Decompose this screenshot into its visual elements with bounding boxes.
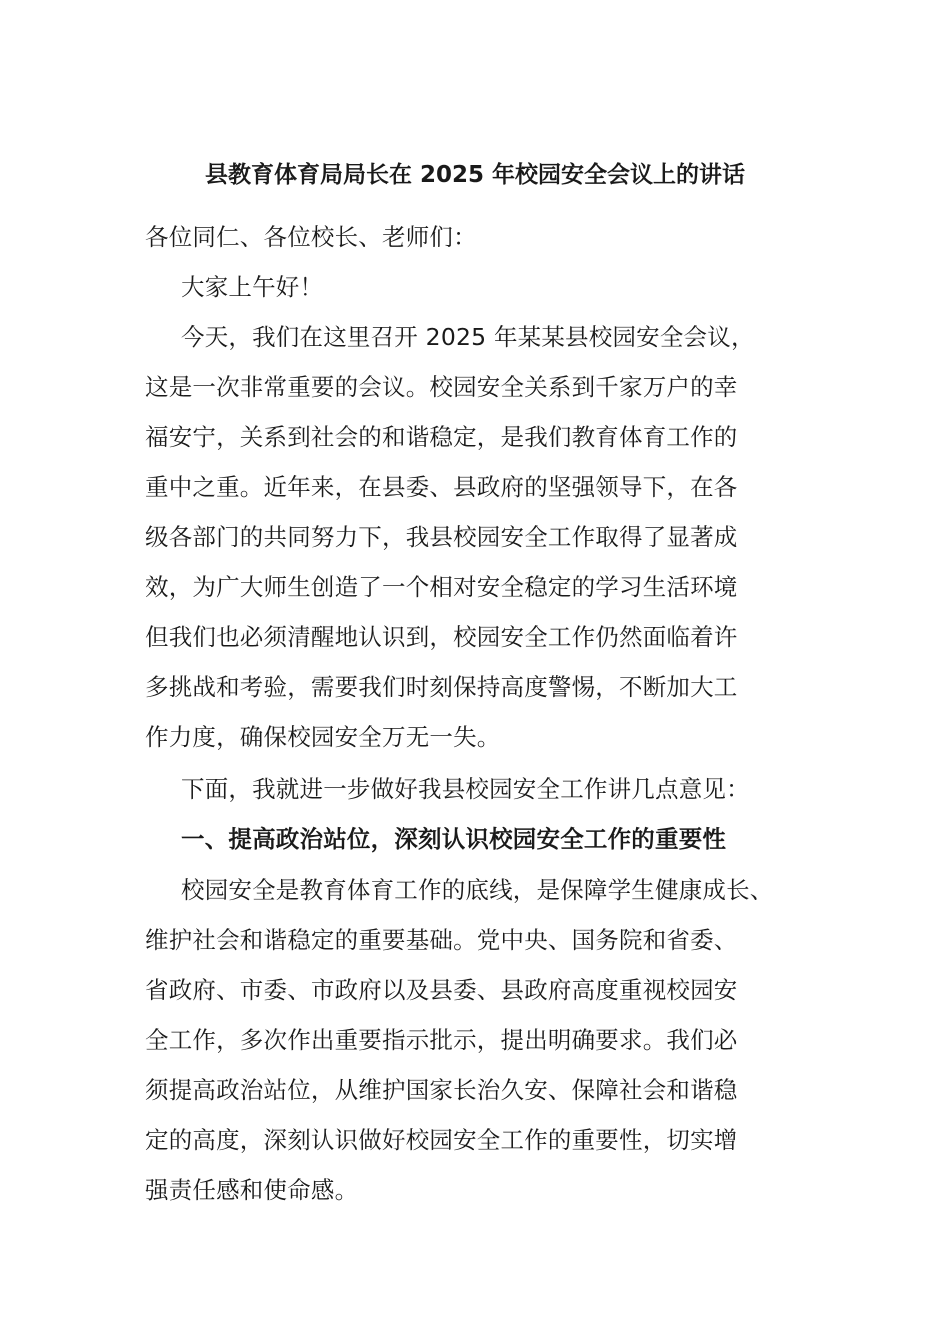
paragraph-line: 效，为广大师生创造了一个相对安全稳定的学习生活环境 <box>145 573 738 601</box>
paragraph-line: 全工作，多次作出重要指示批示，提出明确要求。我们必 <box>145 1026 738 1054</box>
paragraph-line: 定的高度，深刻认识做好校园安全工作的重要性，切实增 <box>145 1126 738 1154</box>
paragraph-line: 维护社会和谐稳定的重要基础。党中央、国务院和省委、 <box>145 926 738 954</box>
document-title: 县教育体育局局长在 2025 年校园安全会议上的讲话 <box>204 162 746 188</box>
section-heading-1: 一、提高政治站位，深刻认识校园安全工作的重要性 <box>181 825 727 853</box>
paragraph-line: 但我们也必须清醒地认识到，校园安全工作仍然面临着许 <box>145 623 738 651</box>
paragraph-line: 今天，我们在这里召开 2025 年某某县校园安全会议， <box>181 323 755 351</box>
paragraph-line: 须提高政治站位，从维护国家长治久安、保障社会和谐稳 <box>145 1076 738 1104</box>
paragraph-line: 作力度，确保校园安全万无一失。 <box>145 723 501 751</box>
paragraph-line: 校园安全是教育体育工作的底线，是保障学生健康成长、 <box>181 876 774 904</box>
greeting: 大家上午好！ <box>181 273 324 301</box>
paragraph-line: 这是一次非常重要的会议。校园安全关系到千家万户的幸 <box>145 373 738 401</box>
paragraph-line: 福安宁，关系到社会的和谐稳定，是我们教育体育工作的 <box>145 423 738 451</box>
paragraph-line: 省政府、市委、市政府以及县委、县政府高度重视校园安 <box>145 976 738 1004</box>
paragraph-line: 多挑战和考验，需要我们时刻保持高度警惕，不断加大工 <box>145 673 738 701</box>
paragraph-2: 下面，我就进一步做好我县校园安全工作讲几点意见： <box>181 775 750 803</box>
paragraph-line: 重中之重。近年来，在县委、县政府的坚强领导下，在各 <box>145 473 738 501</box>
salutation: 各位同仁、各位校长、老师们： <box>145 223 477 251</box>
paragraph-line: 强责任感和使命感。 <box>145 1176 359 1204</box>
paragraph-line: 级各部门的共同努力下，我县校园安全工作取得了显著成 <box>145 523 738 551</box>
